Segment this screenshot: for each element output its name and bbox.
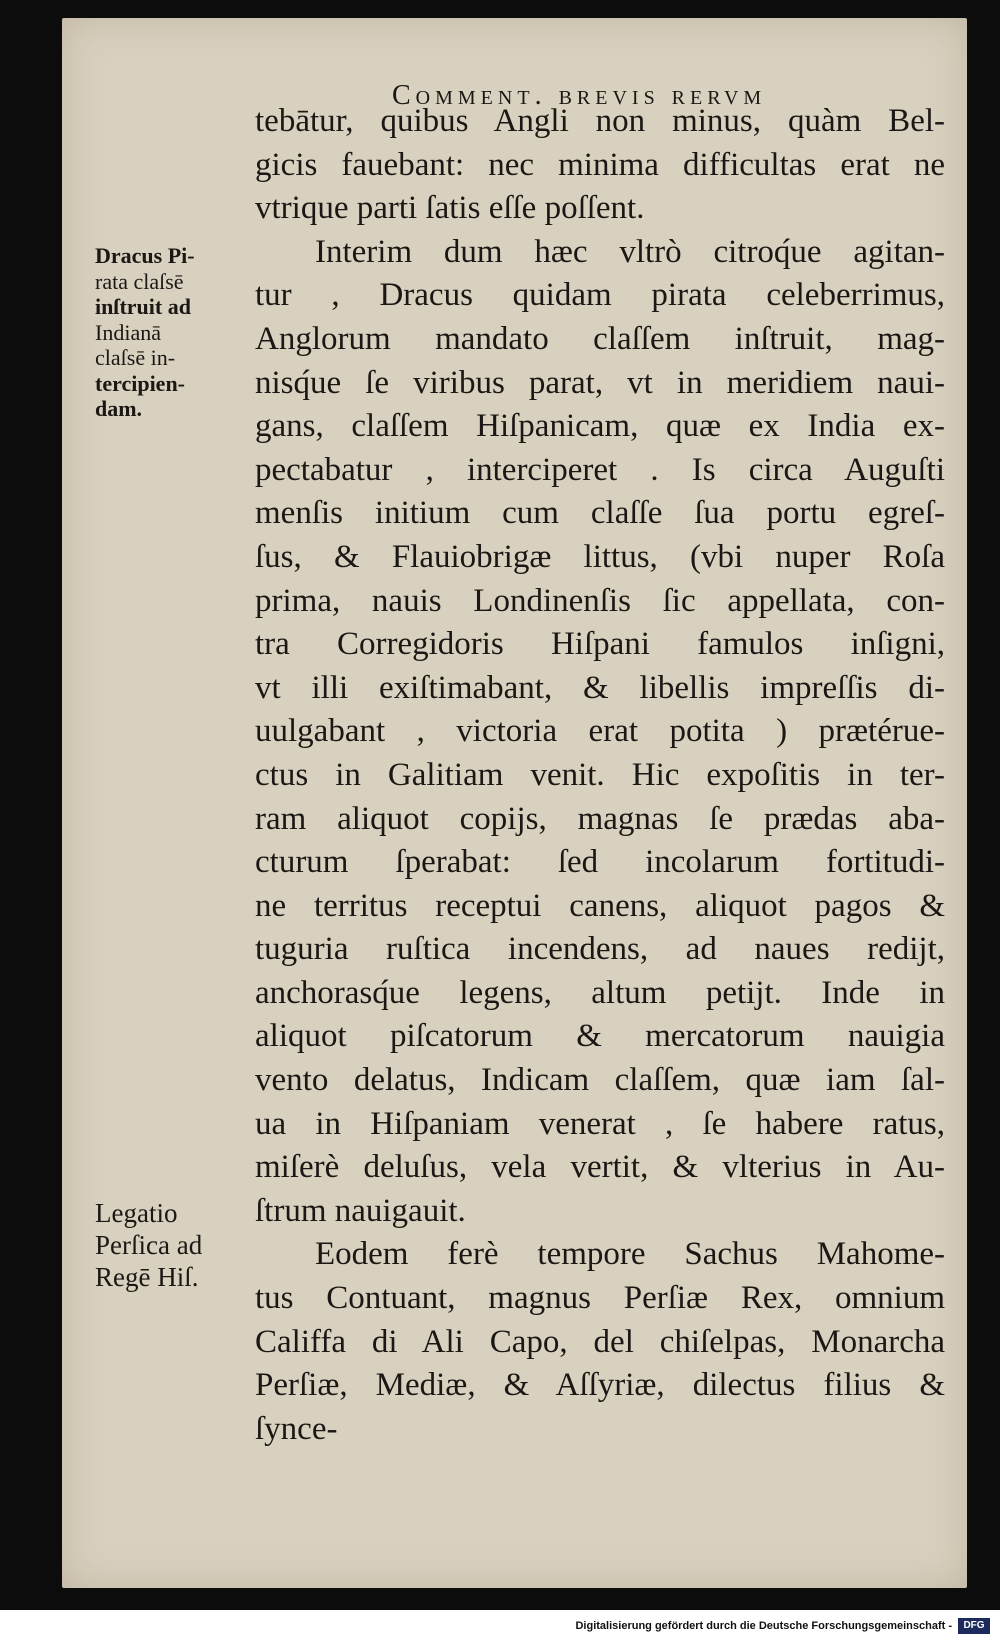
margin-note-line: Perſica ad	[95, 1230, 203, 1260]
margin-note-line: Dracus Pi-	[95, 243, 195, 268]
text-line: pectabatur , interciperet . Is circa Auguſti	[255, 451, 945, 488]
text-line: ctus in Galitiam venit. Hic expoſitis in ter-	[255, 756, 945, 793]
text-line: ua in Hiſpaniam venerat , ſe habere ratus,	[255, 1105, 945, 1142]
text-line: ſtrum nauigauit.	[255, 1192, 466, 1229]
text-line: Eodem ferè tempore Sachus Mahome-	[315, 1236, 945, 1273]
text-line: prima, nauis Londinenſis ſic appellata, con-	[255, 582, 945, 619]
text-line: aliquot piſcatorum & mercatorum nauigia	[255, 1018, 945, 1055]
main-text-block	[255, 100, 945, 1451]
digitization-footer	[0, 1610, 1000, 1645]
text-line: menſis initium cum claſſe ſua portu egreſ-	[255, 495, 945, 532]
text-line: miſerè deluſus, vela vertit, & vlterius in Au-	[255, 1149, 945, 1186]
text-line: ſus, & Flauiobrigæ littus, (vbi nuper Roſa	[255, 538, 945, 575]
margin-note-line: tercipien-	[95, 370, 186, 396]
text-line: tur , Dracus quidam pirata celeberrimus,	[255, 277, 945, 314]
margin-note-line: Legatio	[95, 1198, 178, 1228]
text-line: Anglorum mandato claſſem inſtruit, mag-	[255, 320, 945, 357]
text-line: ram aliquot copijs, magnas ſe prædas aba-	[255, 800, 945, 837]
text-line: Interim dum hæc vltrò citroq́ue agitan-	[315, 233, 945, 270]
margin-note-line: rata claſsē	[95, 268, 184, 294]
margin-note-dracus	[95, 243, 245, 422]
text-line: Perſiæ, Mediæ, & Aſſyriæ, dilectus filius &	[255, 1367, 945, 1404]
text-line: tra Corregidoris Hiſpani famulos inſigni,	[255, 626, 945, 663]
catchword: ſynce-	[255, 1410, 338, 1447]
text-line: cturum ſperabat: ſed incolarum fortitudi-	[255, 844, 945, 881]
dfg-logo-icon: DFG	[958, 1618, 990, 1634]
margin-note-line: inſtruit ad	[95, 294, 191, 319]
text-line: tus Contuant, magnus Perſiæ Rex, omnium	[255, 1280, 945, 1317]
margin-note-line: dam.	[95, 396, 143, 421]
margin-note-legatio	[95, 1197, 245, 1293]
margin-note-line: Regē Hiſ.	[95, 1262, 199, 1292]
text-line: anchorasq́ue legens, altum petijt. Inde in	[255, 974, 945, 1011]
text-line: vt illi exiſtimabant, & libellis impreſſis di-	[255, 669, 945, 706]
text-line: gans, claſſem Hiſpanicam, quæ ex India ex-	[255, 408, 945, 445]
text-line: uulgabant , victoria erat potita ) prætérue-	[255, 713, 945, 750]
text-line: tebātur, quibus Angli non minus, quàm Bel-	[255, 103, 945, 139]
text-line: vtrique parti ſatis eſſe poſſent.	[255, 190, 645, 227]
footer-credit: Digitalisierung gefördert durch die Deutsche Forschungsgemeinschaft -	[575, 1620, 952, 1632]
running-head: Comment. brevis rervm	[392, 80, 767, 111]
text-line: tuguria ruſtica incendens, ad naues redijt,	[255, 931, 945, 968]
margin-note-line: Indianā	[95, 319, 161, 345]
text-line: Califfa di Ali Capo, del chiſelpas, Monarcha	[255, 1323, 945, 1360]
margin-note-line: claſsē in-	[95, 345, 176, 370]
text-line: vento delatus, Indicam claſſem, quæ iam ſal-	[255, 1062, 945, 1099]
text-line: nisq́ue ſe viribus parat, vt in meridiem naui-	[255, 364, 945, 401]
text-line: gicis fauebant: nec minima difficultas erat ne	[255, 146, 945, 183]
text-line: ne territus receptui canens, aliquot pagos &	[255, 887, 945, 924]
